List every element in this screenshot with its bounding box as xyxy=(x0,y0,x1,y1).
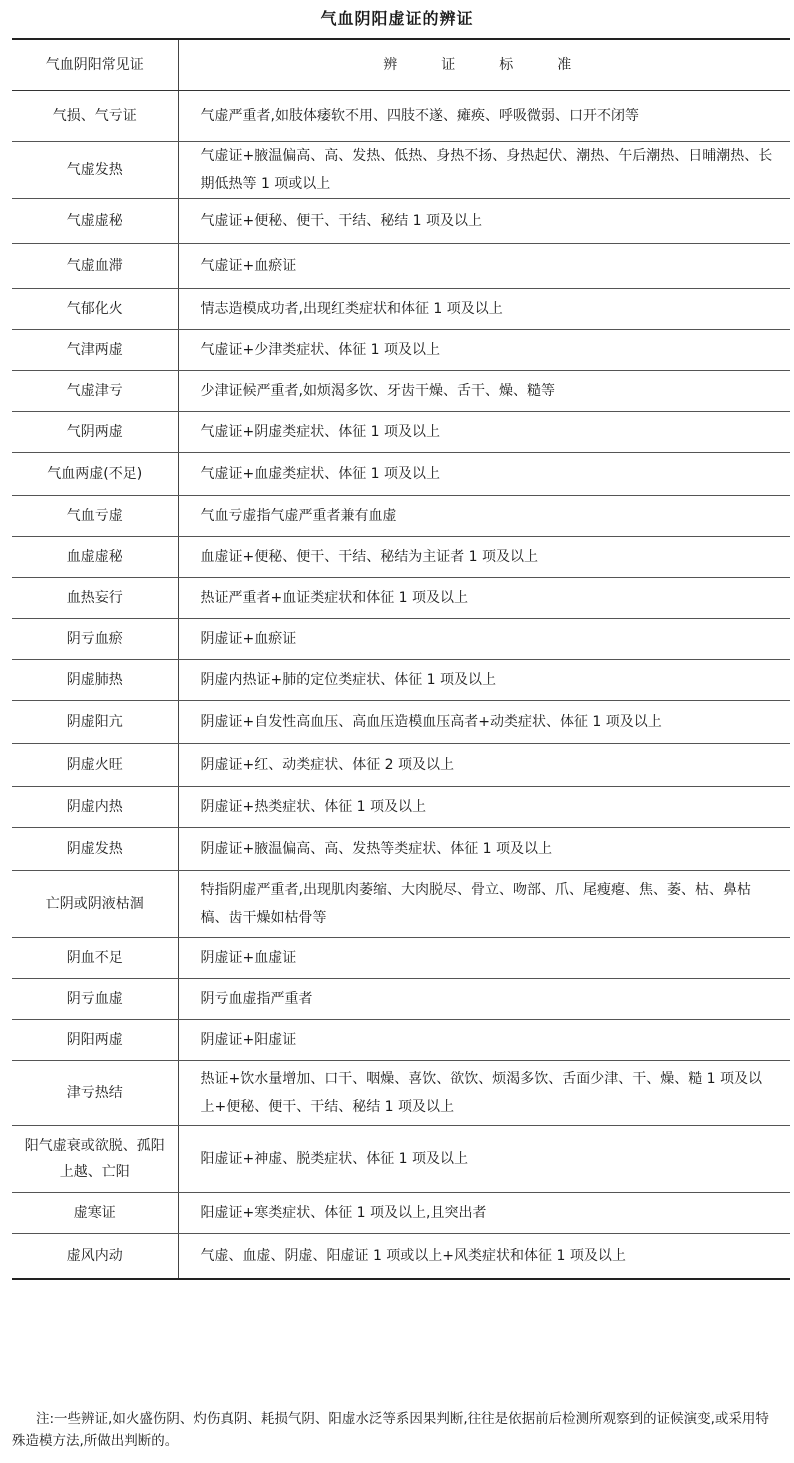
header-criteria: 辨证标准 xyxy=(178,39,790,91)
syndrome-name-cell: 气虚血滞 xyxy=(12,244,178,289)
table-row xyxy=(12,578,790,619)
syndrome-name-cell: 阴阳两虚 xyxy=(12,1020,178,1061)
syndrome-name-cell: 阴虚火旺 xyxy=(12,744,178,787)
syndrome-name-cell: 气郁化火 xyxy=(12,289,178,330)
criteria-cell: 气虚、血虚、阴虚、阳虚证 1 项或以上+风类症状和体征 1 项及以上 xyxy=(178,1234,790,1280)
table-title: 气血阴阳虚证的辨证 xyxy=(320,9,474,28)
criteria-cell: 气虚严重者,如肢体痿软不用、四肢不遂、瘫痪、呼吸微弱、口开不闭等 xyxy=(178,91,790,142)
criteria-cell: 特指阴虚严重者,出现肌肉萎缩、大肉脱尽、骨立、吻部、爪、尾瘦瘪、焦、萎、枯、鼻枯槁、齿干燥如枯骨等 xyxy=(178,871,790,938)
table-row xyxy=(12,938,790,979)
table-row xyxy=(12,871,790,938)
syndrome-name-cell: 气虚津亏 xyxy=(12,371,178,412)
syndrome-name-cell: 亡阴或阴液枯涸 xyxy=(12,871,178,938)
criteria-cell: 阴虚证+血瘀证 xyxy=(178,619,790,660)
criteria-cell: 热证+饮水量增加、口干、咽燥、喜饮、欲饮、烦渴多饮、舌面少津、干、燥、糙 1 项及以上+便秘、便干、干结、秘结 1 项及以上 xyxy=(178,1061,790,1126)
table-row xyxy=(12,453,790,496)
table-row xyxy=(12,979,790,1020)
table-row xyxy=(12,744,790,787)
table-row xyxy=(12,1020,790,1061)
criteria-cell: 阴虚证+自发性高血压、高血压造模血压高者+动类症状、体征 1 项及以上 xyxy=(178,701,790,744)
criteria-cell: 阳虚证+神虚、脱类症状、体征 1 项及以上 xyxy=(178,1126,790,1193)
table-row xyxy=(12,371,790,412)
syndrome-name-cell: 气损、气亏证 xyxy=(12,91,178,142)
table-row xyxy=(12,244,790,289)
table-row xyxy=(12,1126,790,1193)
syndrome-name-cell: 血热妄行 xyxy=(12,578,178,619)
criteria-cell: 阴亏血虚指严重者 xyxy=(178,979,790,1020)
criteria-cell: 气虚证+少津类症状、体征 1 项及以上 xyxy=(178,330,790,371)
table-row xyxy=(12,828,790,871)
criteria-cell: 气虚证+血虚类症状、体征 1 项及以上 xyxy=(178,453,790,496)
criteria-cell: 情志造模成功者,出现红类症状和体征 1 项及以上 xyxy=(178,289,790,330)
syndrome-name-cell: 阴亏血虚 xyxy=(12,979,178,1020)
table-row xyxy=(12,142,790,199)
syndrome-name-cell: 阴虚发热 xyxy=(12,828,178,871)
criteria-cell: 气虚证+阴虚类症状、体征 1 项及以上 xyxy=(178,412,790,453)
syndrome-name-cell: 气虚发热 xyxy=(12,142,178,199)
syndrome-name-cell: 血虚虚秘 xyxy=(12,537,178,578)
criteria-cell: 气虚证+血瘀证 xyxy=(178,244,790,289)
criteria-cell: 阴虚证+血虚证 xyxy=(178,938,790,979)
criteria-cell: 血虚证+便秘、便干、干结、秘结为主证者 1 项及以上 xyxy=(178,537,790,578)
criteria-cell: 气虚证+腋温偏高、高、发热、低热、身热不扬、身热起伏、潮热、午后潮热、日晡潮热、长期低热等 1 项或以上 xyxy=(178,142,790,199)
syndrome-name-cell: 阴虚肺热 xyxy=(12,660,178,701)
syndrome-name-cell: 虚风内动 xyxy=(12,1234,178,1280)
criteria-cell: 阴虚内热证+肺的定位类症状、体征 1 项及以上 xyxy=(178,660,790,701)
syndrome-name-cell: 阴虚阳亢 xyxy=(12,701,178,744)
table-row xyxy=(12,199,790,244)
syndrome-name-cell: 气血亏虚 xyxy=(12,496,178,537)
criteria-cell: 少津证候严重者,如烦渴多饮、牙齿干燥、舌干、燥、糙等 xyxy=(178,371,790,412)
table-row xyxy=(12,537,790,578)
table-row xyxy=(12,1193,790,1234)
table-row xyxy=(12,496,790,537)
criteria-cell: 阴虚证+热类症状、体征 1 项及以上 xyxy=(178,787,790,828)
table-row xyxy=(12,330,790,371)
syndrome-name-cell: 气津两虚 xyxy=(12,330,178,371)
syndrome-name-cell: 阳气虚衰或欲脱、孤阳上越、亡阳 xyxy=(12,1126,178,1193)
criteria-cell: 气血亏虚指气虚严重者兼有血虚 xyxy=(178,496,790,537)
header-syndrome: 气血阴阳常见证 xyxy=(12,39,178,91)
table-row xyxy=(12,412,790,453)
syndrome-name-cell: 阴血不足 xyxy=(12,938,178,979)
table-row xyxy=(12,1061,790,1126)
table-row xyxy=(12,619,790,660)
table-row xyxy=(12,91,790,142)
criteria-cell: 阳虚证+寒类症状、体征 1 项及以上,且突出者 xyxy=(178,1193,790,1234)
criteria-cell: 热证严重者+血证类症状和体征 1 项及以上 xyxy=(178,578,790,619)
syndrome-name-cell: 气血两虚(不足) xyxy=(12,453,178,496)
criteria-cell: 气虚证+便秘、便干、干结、秘结 1 项及以上 xyxy=(178,199,790,244)
syndrome-table xyxy=(12,38,790,1280)
syndrome-name-cell: 阴亏血瘀 xyxy=(12,619,178,660)
syndrome-name-cell: 虚寒证 xyxy=(12,1193,178,1234)
table-row xyxy=(12,787,790,828)
table-row xyxy=(12,660,790,701)
table-row xyxy=(12,1234,790,1280)
syndrome-name-cell: 津亏热结 xyxy=(12,1061,178,1126)
table-row xyxy=(12,289,790,330)
criteria-cell: 阴虚证+腋温偏高、高、发热等类症状、体征 1 项及以上 xyxy=(178,828,790,871)
criteria-cell: 阴虚证+红、动类症状、体征 2 项及以上 xyxy=(178,744,790,787)
syndrome-name-cell: 阴虚内热 xyxy=(12,787,178,828)
table-header-row xyxy=(12,39,790,91)
table-note: 注:一些辨证,如火盛伤阴、灼伤真阴、耗损气阴、阳虚水泛等系因果判断,往往是依据前后检测所观察到的证候演变,或采用特殊造模方法,所做出判断的。 xyxy=(12,1411,769,1449)
syndrome-name-cell: 气虚虚秘 xyxy=(12,199,178,244)
criteria-cell: 阴虚证+阳虚证 xyxy=(178,1020,790,1061)
table-row xyxy=(12,701,790,744)
syndrome-name-cell: 气阴两虚 xyxy=(12,412,178,453)
